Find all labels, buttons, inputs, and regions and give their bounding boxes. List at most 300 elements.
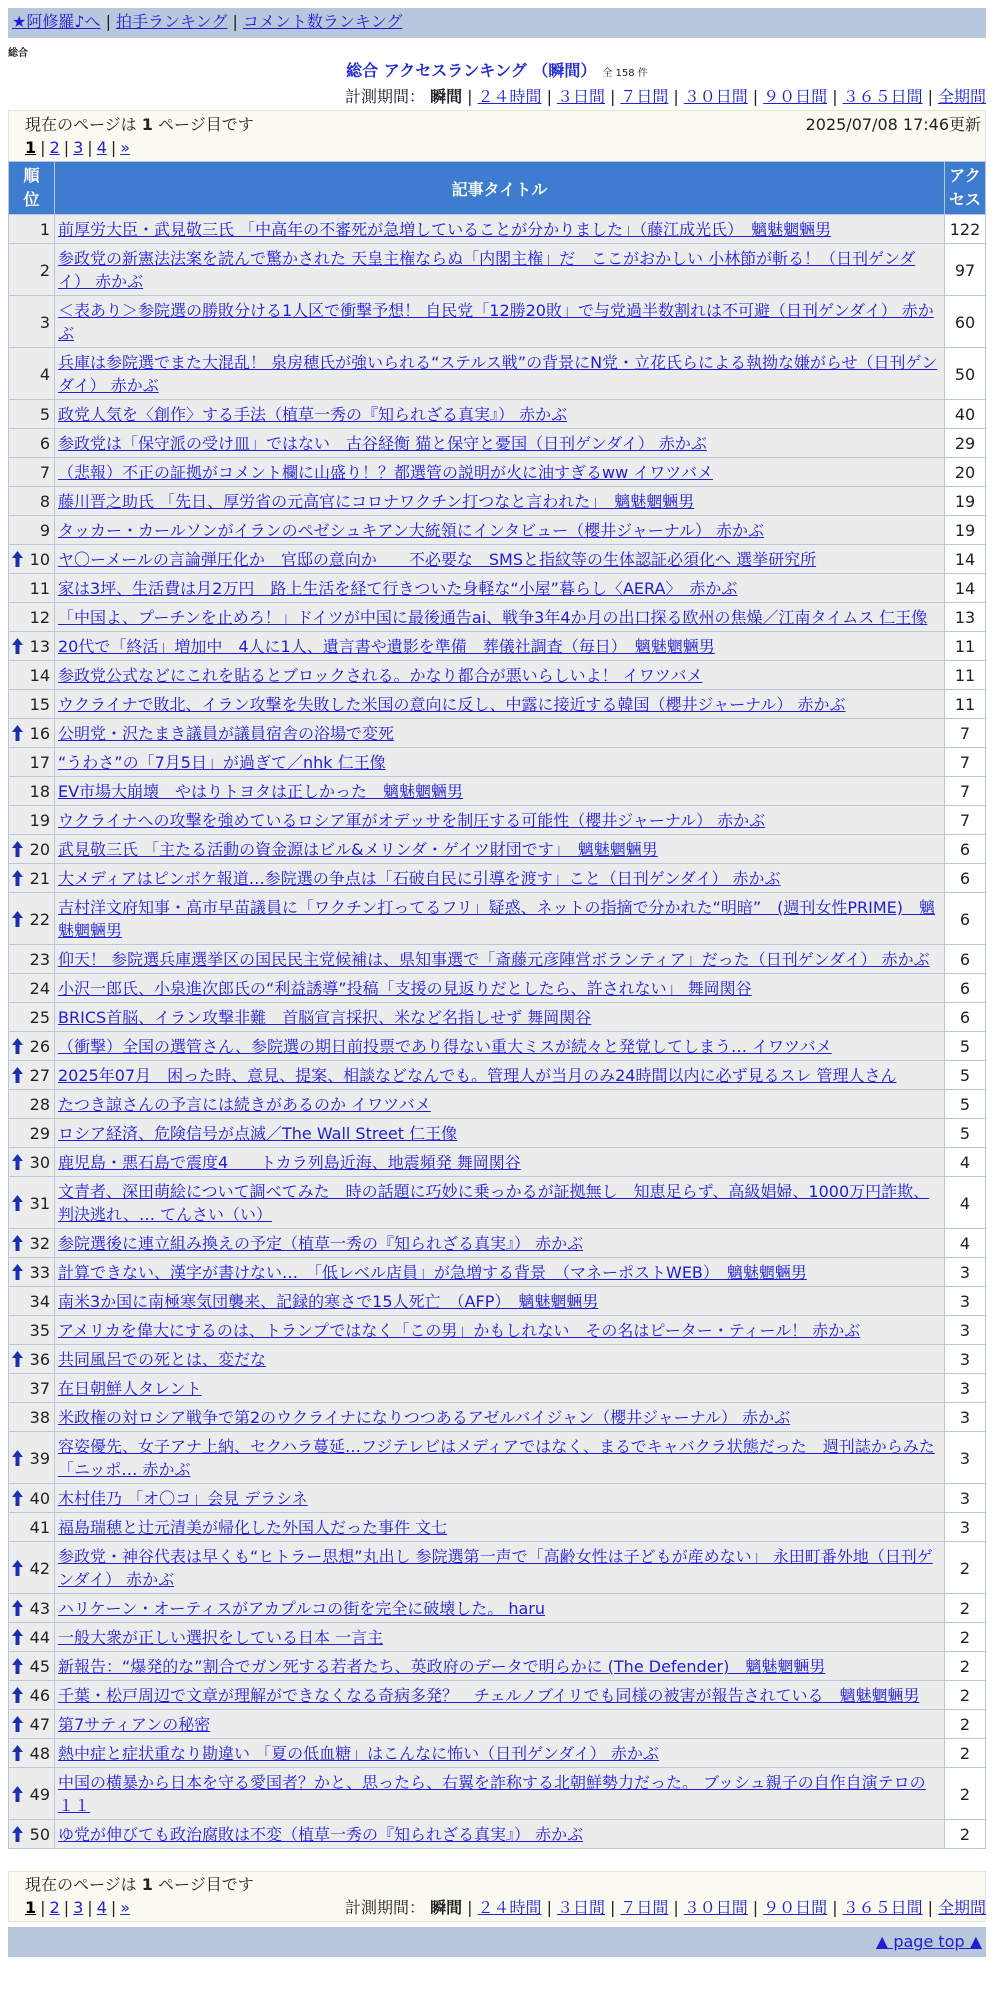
title-cell — [55, 1229, 945, 1258]
period-separator: | — [467, 87, 473, 106]
title-cell — [55, 574, 945, 603]
title-cell — [55, 516, 945, 545]
table-row — [9, 1229, 986, 1258]
table-row — [9, 1432, 986, 1484]
article-title-link[interactable]: ＜表あり＞参院選の勝敗分ける1人区で衝撃予想！ 自民党「12勝20敗」で与党過半数割れは不可避（日刊ゲンダイ） 赤かぶ — [58, 301, 934, 343]
current-page-text — [25, 1874, 969, 1896]
period-separator: | — [752, 87, 759, 106]
table-row — [9, 974, 986, 1003]
article-title-link[interactable]: “うわさ”の「7月5日」が過ぎて／nhk 仁王像 — [58, 753, 386, 772]
article-title-link[interactable]: アメリカを偉大にするのは、トランプではなく「この男」かもしれない その名はピーター・ティール！ 赤かぶ — [58, 1321, 861, 1340]
top-nav-bar — [8, 8, 986, 38]
rank-cell — [9, 1768, 55, 1820]
rank-cell — [9, 574, 55, 603]
rank-number: 50 — [29, 1825, 50, 1844]
rank-number: 42 — [29, 1558, 50, 1578]
rank-cell — [9, 1003, 55, 1032]
rank-number: 33 — [29, 1263, 50, 1282]
article-title-link[interactable]: 容姿優先、女子アナ上納、セクハラ蔓延…フジテレビはメディアではなく、まるでキャバクラ状態だった 週刊誌からみた「ニッポ… 赤かぶ — [58, 1437, 935, 1479]
title-cell — [55, 1287, 945, 1316]
article-title-link[interactable]: 参政党は「保守派の受け皿」ではない 古谷経衡 猫と保守と憂国（日刊ゲンダイ） 赤かぶ — [58, 434, 707, 453]
rank-number: 40 — [29, 1489, 50, 1508]
table-row — [9, 1003, 986, 1032]
page-text-pre: 現在のページは — [25, 1875, 142, 1894]
title-cell — [55, 215, 945, 244]
title-cell — [55, 1003, 945, 1032]
period-option-link[interactable]: ７日間 — [620, 1898, 669, 1917]
title-cell — [55, 1681, 945, 1710]
up-arrow-icon — [12, 1786, 23, 1802]
article-title-link[interactable]: 「中国よ、プーチンを止めろ！」ドイツが中国に最後通告ai、戦争3年4か月の出口探る欧州の焦燥／江南タイムス 仁王像 — [58, 608, 928, 627]
access-count-cell: 3 — [945, 1316, 986, 1345]
access-count-cell: 19 — [945, 487, 986, 516]
rank-cell — [9, 1374, 55, 1403]
nav-home-link[interactable]: ★阿修羅♪へ — [12, 12, 101, 31]
rank-cell — [9, 1681, 55, 1710]
table-row — [9, 244, 986, 296]
article-title-link[interactable]: 前厚労大臣・武見敬三氏 「中高年の不審死が急増していることが分かりました」（藤江成光氏） 魑魅魍魎男 — [58, 220, 832, 239]
rank-cell — [9, 974, 55, 1003]
period-label: 計測期間： — [345, 87, 431, 106]
table-row — [9, 1287, 986, 1316]
title-cell — [55, 835, 945, 864]
title-cell — [55, 603, 945, 632]
rank-number: 39 — [29, 1448, 50, 1468]
access-count-cell: 7 — [945, 777, 986, 806]
table-row — [9, 1652, 986, 1681]
rank-number: 32 — [29, 1234, 50, 1253]
article-title-link[interactable]: 参政党の新憲法法案を読んで驚かされた 天皇主権ならぬ「内閣主権」だ ここがおかしい 小林節が斬る！（日刊ゲンダイ） 赤かぶ — [58, 249, 916, 291]
col-access-header — [945, 162, 986, 215]
title-cell — [55, 1513, 945, 1542]
title-cell — [55, 400, 945, 429]
rank-cell — [9, 1090, 55, 1119]
period-option-link[interactable]: ２４時間 — [477, 1898, 542, 1917]
category-label: 総合 — [8, 48, 28, 59]
access-count-cell: 6 — [945, 945, 986, 974]
article-title-link[interactable]: 熱中症と症状重なり勘違い 「夏の低血糖」はこんなに怖い（日刊ゲンダイ） 赤かぶ — [58, 1744, 659, 1763]
rank-cell — [9, 516, 55, 545]
title-cell — [55, 458, 945, 487]
title-cell — [55, 806, 945, 835]
rank-number: 24 — [29, 979, 50, 998]
rank-number: 15 — [29, 695, 50, 714]
period-separator: | — [673, 87, 679, 106]
page-link-current: 1 — [25, 138, 37, 157]
title-cell — [55, 864, 945, 893]
next-page-link[interactable]: » — [120, 1898, 131, 1917]
col-rank-header — [9, 162, 55, 215]
access-count-cell: 2 — [945, 1594, 986, 1623]
footer-bar — [8, 1927, 986, 1957]
access-count-cell: 13 — [945, 603, 986, 632]
rank-cell — [9, 748, 55, 777]
rank-cell — [9, 1032, 55, 1061]
access-count-cell: 11 — [945, 690, 986, 719]
period-label: 計測期間： — [345, 1898, 431, 1917]
period-separator: | — [927, 1898, 933, 1917]
article-title-link[interactable]: 武見敬三氏 「主たる活動の資金源はビル&メリンダ・ゲイツ財団です」 魑魅魍魎男 — [58, 840, 658, 859]
article-title-link[interactable]: 政党人気を〈創作〉する手法（植草一秀の『知られざる真実』） 赤かぶ — [58, 405, 568, 424]
table-row — [9, 1374, 986, 1403]
table-row — [9, 1739, 986, 1768]
access-count-cell: 3 — [945, 1374, 986, 1403]
up-arrow-icon — [12, 1826, 23, 1842]
period-option-link[interactable]: ３０日間 — [683, 1898, 748, 1917]
article-title-link[interactable]: 公明党・沢たまき議員が議員宿舎の浴場で変死 — [58, 724, 395, 743]
period-option-link[interactable]: ３日間 — [556, 1898, 605, 1917]
table-row — [9, 835, 986, 864]
up-arrow-icon — [12, 551, 23, 567]
period-option-link[interactable]: ３６５日間 — [842, 87, 923, 106]
access-count-cell: 2 — [945, 1623, 986, 1652]
rank-cell — [9, 603, 55, 632]
period-separator: | — [546, 1898, 552, 1917]
table-row — [9, 661, 986, 690]
article-title-link[interactable]: 文青者、深田萌絵について調べてみた 時の話題に巧妙に乗っかるが証拠無し 知恵足らず、高級娼婦、1000万円詐欺、判決逃れ、… てんさい（い） — [58, 1182, 930, 1224]
article-title-link[interactable]: 参政党公式などにこれを貼るとブロックされる。かなり都合が悪いらしいよ！ イワツバメ — [58, 666, 703, 685]
article-title-link[interactable]: 藤川晋之助氏 「先日、厚労省の元高官にコロナワクチン打つなと言われた」 魑魅魍魎男 — [58, 492, 695, 511]
page-link[interactable]: 3 — [73, 1898, 84, 1917]
access-count-cell: 2 — [945, 1542, 986, 1594]
rank-number: 9 — [39, 521, 50, 540]
up-arrow-icon — [12, 1154, 23, 1170]
rank-cell — [9, 1177, 55, 1229]
access-count-cell: 14 — [945, 545, 986, 574]
up-arrow-icon — [12, 1490, 23, 1506]
rank-number: 34 — [29, 1292, 50, 1311]
table-row — [9, 1090, 986, 1119]
up-arrow-icon — [12, 1038, 23, 1054]
table-row — [9, 748, 986, 777]
title-cell — [55, 1652, 945, 1681]
rank-number: 14 — [29, 666, 50, 685]
pager-top — [8, 110, 986, 162]
rank-cell — [9, 1820, 55, 1849]
rank-number: 43 — [29, 1599, 50, 1618]
article-title-link[interactable]: 2025年07月 困った時、意見、提案、相談などなんでも。管理人が当月のみ24時間以内に必ず見るスレ 管理人さん — [58, 1066, 897, 1085]
rank-cell — [9, 215, 55, 244]
title-cell — [55, 1316, 945, 1345]
title-cell — [55, 661, 945, 690]
rank-cell — [9, 1513, 55, 1542]
access-count-cell: 4 — [945, 1177, 986, 1229]
period-option-link[interactable]: ３０日間 — [683, 87, 748, 106]
title-cell — [55, 1710, 945, 1739]
title-cell — [55, 719, 945, 748]
page-link[interactable]: 4 — [96, 1898, 107, 1917]
period-option-link[interactable]: ３６５日間 — [842, 1898, 923, 1917]
article-title-link[interactable]: 小沢一郎氏、小泉進次郎氏の“利益誘導”投稿「支援の見返りだとしたら、許されない」 舞岡関谷 — [58, 979, 752, 998]
nav-separator: | — [232, 12, 238, 31]
table-row — [9, 215, 986, 244]
next-page-link[interactable]: » — [120, 138, 131, 157]
table-row — [9, 690, 986, 719]
article-title-link[interactable]: 共同風呂での死とは、変だな — [58, 1350, 267, 1369]
article-title-link[interactable]: （衝撃）全国の選管さん、参院選の期日前投票であり得ない重大ミスが続々と発覚してしまう… イワツバメ — [58, 1037, 832, 1056]
page-link-current: 1 — [25, 1898, 37, 1917]
table-row — [9, 516, 986, 545]
access-count-cell: 11 — [945, 661, 986, 690]
table-row — [9, 429, 986, 458]
access-count-cell: 5 — [945, 1061, 986, 1090]
access-count-cell: 29 — [945, 429, 986, 458]
article-title-link[interactable]: ウクライナへの攻撃を強めているロシア軍がオデッサを制圧する可能性（櫻井ジャーナル） 赤かぶ — [58, 811, 766, 830]
access-count-cell: 7 — [945, 806, 986, 835]
title-cell — [55, 1090, 945, 1119]
table-row — [9, 574, 986, 603]
table-row — [9, 1177, 986, 1229]
table-row — [9, 632, 986, 661]
access-count-cell: 3 — [945, 1484, 986, 1513]
rank-number: 8 — [39, 492, 50, 511]
page-link[interactable]: 2 — [49, 138, 60, 157]
period-option-link[interactable]: 全期間 — [937, 87, 986, 106]
rank-number: 21 — [29, 869, 50, 888]
access-count-cell: 3 — [945, 1345, 986, 1374]
page-top-link[interactable]: ▲ page top ▲ — [875, 1932, 982, 1951]
title-cell — [55, 244, 945, 296]
article-title-link[interactable]: 吉村洋文府知事・高市早苗議員に「ワクチン打ってるフリ」疑惑、ネットの指摘で分かれた“明暗” (週刊女性PRIME) 魑魅魍魎男 — [58, 898, 936, 940]
rank-cell — [9, 1316, 55, 1345]
rank-cell — [9, 1229, 55, 1258]
title-cell — [55, 1148, 945, 1177]
total-count: 全 158 件 — [602, 68, 648, 79]
access-count-cell: 6 — [945, 893, 986, 945]
up-arrow-icon — [12, 1235, 23, 1251]
period-option-link[interactable]: ９０日間 — [763, 1898, 828, 1917]
title-cell — [55, 1374, 945, 1403]
table-row — [9, 458, 986, 487]
page-number: 1 — [141, 115, 153, 134]
title-cell — [55, 748, 945, 777]
table-row — [9, 1032, 986, 1061]
table-row — [9, 603, 986, 632]
up-arrow-icon — [12, 1600, 23, 1616]
rank-number: 3 — [39, 312, 50, 332]
col-title-header: 記事タイトル — [55, 162, 945, 215]
page-link[interactable]: 3 — [73, 138, 84, 157]
rank-cell — [9, 1403, 55, 1432]
article-title-link[interactable]: たつき諒さんの予言には続きがあるのか イワツバメ — [58, 1095, 431, 1114]
rank-cell — [9, 945, 55, 974]
article-title-link[interactable]: 木村佳乃 「オ〇コ」会見 デラシネ — [58, 1489, 308, 1508]
page-title: 総合 アクセスランキング （瞬間） — [346, 61, 597, 80]
title-cell — [55, 296, 945, 348]
rank-number: 47 — [29, 1715, 50, 1734]
article-title-link[interactable]: 計算できない、漢字が書けない… 「低レベル店員」が急増する背景 （マネーポストWEB） 魑魅魍魎男 — [58, 1263, 807, 1282]
article-title-link[interactable]: 参院選後に連立組み換えの予定（植草一秀の『知られざる真実』） 赤かぶ — [58, 1234, 584, 1253]
article-title-link[interactable]: EV市場大崩壊 やはりトヨタは正しかった 魑魅魍魎男 — [58, 782, 464, 801]
article-title-link[interactable]: 在日朝鮮人タレント — [58, 1379, 202, 1398]
access-count-cell: 11 — [945, 632, 986, 661]
article-title-link[interactable]: 千葉・松戸周辺で文章が理解ができなくなる奇病多発？ チェルノブイリでも同様の被害が報告されている 魑魅魍魎男 — [58, 1686, 920, 1705]
period-option-link[interactable]: ９０日間 — [763, 87, 828, 106]
rank-cell — [9, 835, 55, 864]
article-title-link[interactable]: 第7サティアンの秘密 — [58, 1715, 211, 1734]
rank-number: 37 — [29, 1379, 50, 1398]
rank-cell — [9, 632, 55, 661]
page-text-post: ページ目です — [152, 1875, 254, 1894]
up-arrow-icon — [12, 725, 23, 741]
rank-cell — [9, 1542, 55, 1594]
rank-number: 7 — [39, 463, 50, 482]
table-row — [9, 296, 986, 348]
ranking-table-body — [9, 215, 986, 1849]
period-option-link[interactable]: ７日間 — [620, 87, 669, 106]
article-title-link[interactable]: 家は3坪、生活費は月2万円 路上生活を経て行きついた身軽な“小屋”暮らし〈AERA〉 赤かぶ — [58, 579, 738, 598]
article-title-link[interactable]: ヤ〇ーメールの言論弾圧化か 官邸の意向か 不必要な SMSと指紋等の生体認証必須化へ 選挙研究所 — [58, 550, 817, 569]
access-count-cell: 14 — [945, 574, 986, 603]
page-number: 1 — [141, 1875, 153, 1894]
up-arrow-icon — [12, 1658, 23, 1674]
rank-number: 28 — [29, 1095, 50, 1114]
access-count-cell: 3 — [945, 1403, 986, 1432]
up-arrow-icon — [12, 1195, 23, 1211]
page-link[interactable]: 4 — [96, 138, 107, 157]
article-title-link[interactable]: 一般大衆が正しい選択をしている日本 一言主 — [58, 1628, 384, 1647]
rank-number: 27 — [29, 1066, 50, 1085]
col-rank-header-char: 順 — [23, 166, 40, 185]
page-separator: | — [63, 138, 70, 157]
rank-number: 12 — [29, 608, 50, 627]
article-title-link[interactable]: BRICS首脳、イラン攻撃非難 首脳宣言採択、米など名指しせず 舞岡関谷 — [58, 1008, 592, 1027]
up-arrow-icon — [12, 911, 23, 927]
rank-cell — [9, 1061, 55, 1090]
article-title-link[interactable]: 新報告：“爆発的な”割合でガン死する若者たち、英政府のデータで明らかに (The Defender) 魑魅魍魎男 — [58, 1657, 826, 1676]
table-row — [9, 487, 986, 516]
access-count-cell: 122 — [945, 215, 986, 244]
title-cell — [55, 893, 945, 945]
page-separator: | — [40, 138, 46, 157]
rank-number: 25 — [29, 1008, 50, 1027]
page-links — [25, 137, 969, 159]
period-separator: | — [546, 87, 552, 106]
title-cell — [55, 348, 945, 400]
article-title-link[interactable]: （悲報）不正の証拠がコメント欄に山盛り！？都選管の説明が火に油すぎるww イワツバメ — [58, 463, 713, 482]
rank-number: 22 — [29, 909, 50, 929]
access-count-cell: 2 — [945, 1820, 986, 1849]
rank-number: 30 — [29, 1153, 50, 1172]
article-title-link[interactable]: ハリケーン・オーティスがアカプルコの街を完全に破壊した。 haru — [58, 1599, 546, 1618]
nav-comment-ranking-link[interactable]: コメント数ランキング — [242, 12, 403, 31]
access-count-cell: 7 — [945, 748, 986, 777]
title-cell — [55, 1768, 945, 1820]
table-row — [9, 1820, 986, 1849]
period-current: 瞬間 — [430, 87, 463, 106]
rank-cell — [9, 244, 55, 296]
access-count-cell: 3 — [945, 1513, 986, 1542]
article-title-link[interactable]: 南米3か国に南極寒気団襲来、記録的寒さで15人死亡 （AFP） 魑魅魍魎男 — [58, 1292, 599, 1311]
rank-number: 11 — [29, 579, 50, 598]
rank-cell — [9, 661, 55, 690]
period-option-link[interactable]: ２４時間 — [477, 87, 542, 106]
title-cell — [55, 945, 945, 974]
access-count-cell: 5 — [945, 1032, 986, 1061]
table-row — [9, 1768, 986, 1820]
rank-number: 6 — [39, 434, 50, 453]
rank-cell — [9, 1287, 55, 1316]
period-option-link[interactable]: ３日間 — [556, 87, 605, 106]
rank-number: 44 — [29, 1628, 50, 1647]
article-title-link[interactable]: 鹿児島・悪石島で震度4 トカラ列島近海、地震頻発 舞岡関谷 — [58, 1153, 521, 1172]
article-title-link[interactable]: 仰天！ 参院選兵庫選挙区の国民民主党候補は、県知事選で「斎藤元彦陣営ボランティア」だった（日刊ゲンダイ） 赤かぶ — [58, 950, 930, 969]
access-count-cell: 3 — [945, 1258, 986, 1287]
table-row — [9, 400, 986, 429]
up-arrow-icon — [12, 638, 23, 654]
rank-number: 18 — [29, 782, 50, 801]
nav-separator: | — [105, 12, 111, 31]
page-separator: | — [87, 1898, 93, 1917]
nav-clap-ranking-link[interactable]: 拍手ランキング — [115, 12, 228, 31]
title-cell — [55, 974, 945, 1003]
article-title-link[interactable]: タッカー・カールソンがイランのペゼシュキアン大統領にインタビュー（櫻井ジャーナル） 赤かぶ — [58, 521, 765, 540]
rank-number: 46 — [29, 1686, 50, 1705]
article-title-link[interactable]: 中国の横暴から日本を守る愛国者？かと、思ったら、右翼を詐称する北朝鮮勢力だった。 ブッシュ親子の自作自演テロの１１ — [58, 1773, 926, 1815]
up-arrow-icon — [12, 1067, 23, 1083]
article-title-link[interactable]: 兵庫は参院選でまた大混乱！ 泉房穂氏が強いられる“ステルス戦”の背景にN党・立花氏らによる執拗な嫌がらせ（日刊ゲンダイ） 赤かぶ — [58, 353, 938, 395]
article-title-link[interactable]: ゆ党が伸びても政治腐敗は不変（植草一秀の『知られざる真実』） 赤かぶ — [58, 1825, 584, 1844]
col-rank-header-char: 位 — [23, 190, 40, 209]
rank-number: 41 — [29, 1518, 50, 1537]
table-row — [9, 893, 986, 945]
access-count-cell: 6 — [945, 864, 986, 893]
rank-number: 17 — [29, 753, 50, 772]
rank-cell — [9, 348, 55, 400]
article-title-link[interactable]: ロシア経済、危険信号が点滅／The Wall Street 仁王像 — [58, 1124, 458, 1143]
article-title-link[interactable]: 福島瑞穂と辻元清美が帰化した外国人だった事件 文七 — [58, 1518, 448, 1537]
access-count-cell: 50 — [945, 348, 986, 400]
article-title-link[interactable]: 参政党・神谷代表は早くも“ヒトラー思想”丸出し 参院選第一声で「高齢女性は子どもが産めない」 永田町番外地（日刊ゲンダイ） 赤かぶ — [58, 1547, 933, 1589]
col-rank-header-text — [9, 164, 54, 212]
article-title-link[interactable]: ウクライナで敗北、イラン攻撃を失敗した米国の意向に反し、中露に接近する韓国（櫻井ジャーナル） 赤かぶ — [58, 695, 846, 714]
access-count-cell: 2 — [945, 1681, 986, 1710]
page-separator: | — [110, 1898, 117, 1917]
access-count-cell: 6 — [945, 974, 986, 1003]
page-link[interactable]: 2 — [49, 1898, 60, 1917]
access-count-cell: 2 — [945, 1652, 986, 1681]
rank-number: 13 — [29, 637, 50, 656]
rank-cell — [9, 719, 55, 748]
table-row — [9, 1484, 986, 1513]
access-count-cell: 2 — [945, 1710, 986, 1739]
title-cell — [55, 1177, 945, 1229]
period-separator: | — [673, 1898, 679, 1917]
rank-cell — [9, 400, 55, 429]
period-current: 瞬間 — [430, 1898, 463, 1917]
access-count-cell: 4 — [945, 1229, 986, 1258]
table-row — [9, 945, 986, 974]
rank-cell — [9, 1119, 55, 1148]
rank-number: 5 — [39, 405, 50, 424]
title-cell — [55, 1258, 945, 1287]
rank-cell — [9, 1652, 55, 1681]
article-title-link[interactable]: 20代で「終活」増加中 4人に1人、遺言書や遺影を準備 葬儀社調査（毎日） 魑魅魍魎男 — [58, 637, 715, 656]
access-count-cell: 6 — [945, 1003, 986, 1032]
access-count-cell: 40 — [945, 400, 986, 429]
rank-number: 10 — [29, 550, 50, 569]
article-title-link[interactable]: 米政権の対ロシア戦争で第2のウクライナになりつつあるアゼルバイジャン（櫻井ジャーナル） 赤かぶ — [58, 1408, 791, 1427]
rank-number: 45 — [29, 1657, 50, 1676]
access-count-cell: 2 — [945, 1768, 986, 1820]
rank-number: 4 — [39, 364, 50, 384]
access-count-cell: 97 — [945, 244, 986, 296]
period-option-link[interactable]: 全期間 — [937, 1898, 986, 1917]
table-row — [9, 719, 986, 748]
rank-cell — [9, 1484, 55, 1513]
article-title-link[interactable]: 大メディアはピンボケ報道…参院選の争点は「石破自民に引導を渡す」こと（日刊ゲンダイ） 赤かぶ — [58, 869, 781, 888]
title-cell — [55, 1061, 945, 1090]
